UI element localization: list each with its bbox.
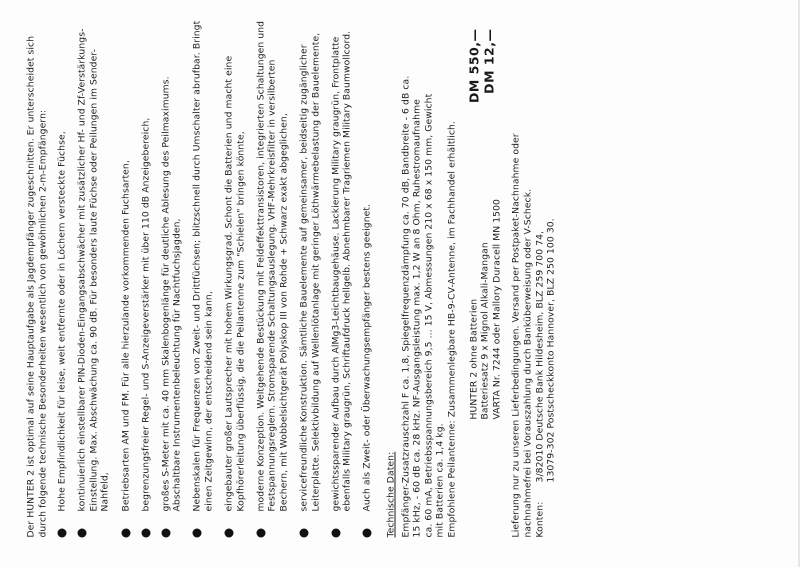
document-sheet (0, 1, 800, 567)
feature-item (299, 21, 322, 538)
feature-item (362, 21, 374, 538)
delivery-terms (511, 21, 557, 538)
account-line: 3/82010 Deutsche Bank Hildesheim, BLZ 259 700 74, (534, 230, 546, 483)
feature-item (160, 21, 183, 538)
feature-item (120, 21, 132, 538)
delivery-line: nachnahmefrei bei Vorauszahlung durch Banküberweisung oder V-Scheck. (522, 188, 534, 538)
bullet-icon (225, 529, 234, 538)
order-block (468, 21, 503, 538)
feature-text: Hohe Empfindlichkeit für leise, weit entfernte oder in Löchern versteckte Füchse, (56, 131, 68, 512)
feature-text: gewichtssparender Aufbau durch AlMg3-Leichtbaugehäuse. Lackierung Military graugrün, Frontplatte ebenfalls Military graugrün, Schriftaufdruck hellgelb. Abnehmbarer Tragriemen Military Baumwollcord. (330, 30, 353, 512)
feature-item (255, 21, 290, 538)
tech-data-block (400, 21, 458, 538)
tech-line: ca. 60 mA, Betriebsspannungsbereich 9,5 ... 15 V, Abmessungen 210 x 68 x 150 mm, Gewicht (423, 93, 435, 538)
bullet-icon (58, 529, 67, 538)
feature-text: eingebauter großer Lautsprecher mit hohem Wirkungsgrad. Schont die Batterien und macht eine Kopfhörerleitung überflüssig, die die Peilantenne zum "Schielen" bringen könnte, (223, 55, 247, 512)
price-battery: DM 12,— (481, 28, 497, 94)
bullet-icon (363, 529, 372, 538)
feature-item (77, 21, 112, 538)
bullet-icon (193, 529, 202, 538)
feature-item (140, 21, 152, 538)
delivery-line: Lieferung nur zu unseren Lieferbedingungen. Versand per Postpaket-Nachnahme oder (510, 133, 522, 538)
tech-data-heading: Technische Daten: (385, 451, 397, 538)
feature-text: großes S-Meter mit ca. 40 mm Skalenbogenlänge für deutliche Ablesung des Peilmaximums. Abschaltbare Instrumentenbeleuchtung für Nachtfuchsjagden, (160, 76, 183, 512)
bullet-icon (121, 529, 130, 538)
intro-paragraph: Der HUNTER 2 ist optimal auf seine Hauptaufgabe als Jagdempfänger zugeschnitten. Er unterscheidet sich durch folgende technische Besonderheiten wesentlich von gewöhnlichen 2-m-Empfängern: (25, 35, 49, 538)
tech-line: Empfänger-Zusatzrauschzahl F ca. 1,8, Spiegelfrequenzdämpfung ca. 70 dB, Bandbreite - 6 dB ca. (400, 75, 412, 538)
feature-text: kontinuierlich einstellbarer PIN-Dioden-Eingangsabschwächer mit zusätzlicher Hf- und Zf-Verstärkungs-Einstellung. Max. Abschwächung ca. 90 dB. Für besonders laute Füchse oder Peilungen im Sender-Nahfeld, (76, 28, 111, 512)
bullet-icon (161, 529, 170, 538)
bank-accounts (534, 21, 557, 538)
tech-line: Empfohlene Peilantenne: Zusammenlegbare HB-9-CV-Antenne, im Fachhandel erhältlich. (446, 121, 458, 538)
feature-item (57, 21, 69, 538)
feature-item (192, 21, 215, 538)
feature-text: servicefreundliche Konstruktion. Sämtliche Bauelemente auf gemeinsamer, beidseitig zugänglicher Leiterplatte. Selektivbildung auf Wellenlötanlage mit geringer Löthwärmebelastung der Bauelemente, (298, 32, 322, 512)
feature-text: begrenzungsfreier Regel- und S-Anzeigeverstärker mit über 110 dB Anzeigebereich, (140, 117, 152, 512)
order-item-receiver: HUNTER 2 ohne Batterien (468, 298, 480, 420)
accounts-label: Konten: (534, 501, 546, 538)
feature-text: moderne Konzeption. Weitgehende Bestückung mit Feldeffekttransistoren, integrierten Schaltungen und Festspannungsreglern. Stromsparende Schaltungsauslegung. VHF-Mehrkreisfilter in versilberten Bechern, mit Wobbelsichtgerät Polyskop III von Rohde + Schwarz exakt abgeglichen, (255, 20, 290, 512)
account-line: 13079-302 Postscheckkonto Hannover, BLZ 250 100 30. (545, 218, 557, 483)
bullet-icon (256, 529, 265, 538)
bullet-icon (300, 529, 309, 538)
feature-item (224, 21, 247, 538)
feature-text: Auch als Zweit- oder Überwachungsempfänger bestens geeignet. (361, 203, 373, 512)
bullet-icon (141, 529, 150, 538)
price-receiver: DM 550,— (466, 28, 482, 104)
order-item-battery-type: VARTA Nr. 7244 oder Mallory Duracell MN 1500 (491, 198, 503, 420)
bullet-icon (78, 529, 87, 538)
feature-text: Nebenskalen für Frequenzen von Zweit- und Drittfüchsen; blitzschnell durch Umschalter abrufbar. Bringt einen Zeitgewinn, der entscheidend sein kann, (191, 20, 215, 512)
order-item-battery: Batteriesatz 9 x Mignol Alkali-Mangan (479, 242, 491, 420)
bullet-icon (331, 529, 340, 538)
tech-line: 15 kHz, - 60 dB ca. 28 kHz. NF-Ausgangsleistung max. 1,2 W an 8 Ohm, Ruhestromaufnahme (411, 99, 423, 538)
feature-item (330, 21, 353, 538)
feature-text: Betriebsarten AM und FM. Für alle hierzulande vorkommenden Fuchsarten, (120, 160, 132, 512)
tech-line: mit Batterien ca. 1,4 kg. (434, 423, 446, 538)
